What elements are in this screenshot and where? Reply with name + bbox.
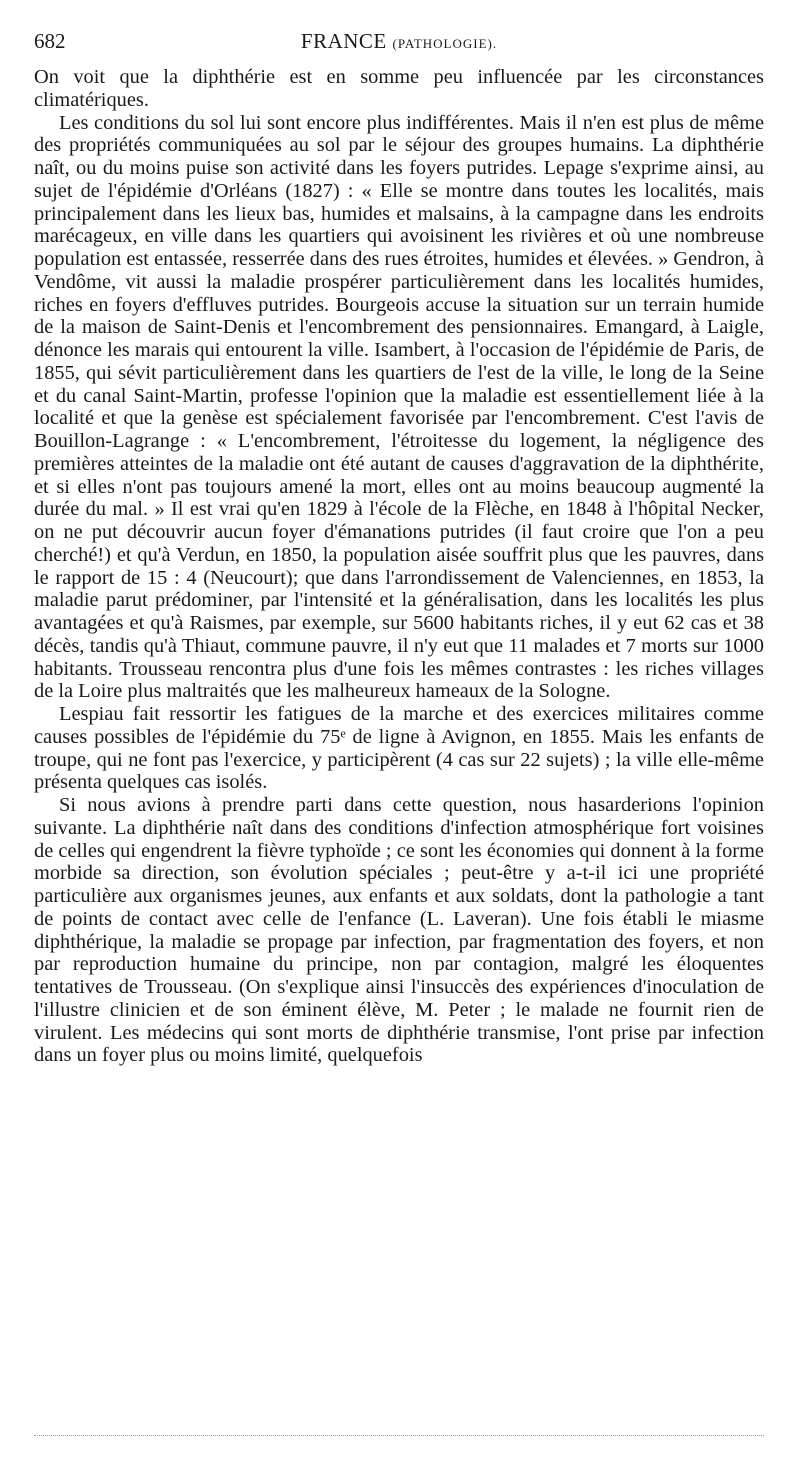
footer-rule (34, 1435, 764, 1436)
running-title-sub: (PATHOLOGIE). (392, 36, 498, 51)
paragraph-1: On voit que la diphthérie est en somme peu influencée par les circonstances climatériques. (34, 66, 764, 111)
body-text (34, 66, 764, 1067)
running-title-main: FRANCE (300, 29, 387, 53)
paragraph-3: Lespiau fait ressortir les fatigues de la marche et des exercices militaires comme causes possibles de l'épidémie du 75ᵉ de ligne à Avignon, en 1855. Mais les enfants de troupe, qui ne font pas l'exercice, y participèrent (4 cas sur 22 sujets) ; la ville elle-même présenta quelques cas isolés. (34, 703, 764, 794)
paragraph-2: Les conditions du sol lui sont encore plus indifférentes. Mais il n'en est plus de même des propriétés communiquées au sol par le séjour des groupes humains. La diphthérie naît, ou du moins puise son activité dans les foyers putrides. Lepage s'exprime ainsi, au sujet de l'épidémie d'Orléans (1827) : « Elle se montre dans toutes les localités, mais principalement dans les lieux bas, humides et malsains, à la campagne dans les endroits marécageux, en ville dans les quartiers qui avoisinent les rivières et où une nombreuse population est entassée, resserrée dans des rues étroites, humides et élevées. » Gendron, à Vendôme, vit aussi la maladie prospérer particulièrement dans les localités humides, riches en foyers d'effluves putrides. Bourgeois accuse la situation sur un terrain humide de la maison de Saint-Denis et l'encombrement des pensionnaires. Emangard, à Laigle, dénonce les marais qui entourent la ville. Isambert, à l'occasion de l'épidémie de Paris, de 1855, qui sévit particulièrement dans les quartiers de l'est de la ville, le long de la Seine et du canal Saint-Martin, professe l'opinion que la maladie est essentiellement liée à la localité et que la genèse est spécialement favorisée par l'encombrement. C'est l'avis de Bouillon-Lagrange : « L'encombrement, l'étroitesse du logement, la négligence des premières atteintes de la maladie ont été autant de causes d'aggravation de la diphthérite, et si elles n'ont pas toujours amené la mort, elles ont au moins beaucoup augmenté la durée du mal. » Il est vrai qu'en 1829 à l'école de la Flèche, en 1848 à l'hôpital Necker, on ne put découvrir aucun foyer d'émanations putrides (il faut croire que l'on a peu cherché!) et qu'à Verdun, en 1850, la population aisée souffrit plus que les pauvres, dans le rapport de 15 : 4 (Neucourt); que dans l'arrondissement de Valenciennes, en 1853, la maladie parut prédominer, par l'intensité et la généralisation, dans les localités les plus avantagées et qu'à Raismes, par exemple, sur 5600 habitants riches, il y eut 62 cas et 38 décès, tandis qu'à Thiaut, commune pauvre, il n'y eut que 11 malades et 7 morts sur 1000 habitants. Trousseau rencontra plus d'une fois les mêmes contrastes : les riches villages de la Loire plus maltraités que les malheureux hameaux de la Sologne. (34, 111, 764, 703)
paragraph-4: Si nous avions à prendre parti dans cette question, nous hasarderions l'opinion suivante. La diphthérie naît dans des conditions d'infection atmosphérique fort voisines de celles qui engendrent la fièvre typhoïde ; ce sont les économies qui donnent à la forme morbide sa direction, son évolution spéciales ; peut-être y a-t-il ici une propriété particulière aux organismes jeunes, aux enfants et aux soldats, dont la pathologie a tant de points de contact avec celle de l'enfance (L. Laveran). Une fois établi le miasme diphthérique, la maladie se propage par infection, par fragmentation des foyers, et non par reproduction humaine du principe, non par contagion, malgré les éloquentes tentatives de Trousseau. (On s'explique ainsi l'insuccès des expériences d'inoculation de l'illustre clinicien et de son éminent élève, M. Peter ; le malade ne fournit rien de virulent. Les médecins qui sont morts de diphthérie transmise, l'ont prise par infection dans un foyer plus ou moins limité, quelquefois (34, 794, 764, 1067)
running-title (34, 26, 764, 59)
page-header (34, 26, 764, 56)
book-page (34, 26, 764, 1067)
page-number: 682 (34, 29, 66, 53)
